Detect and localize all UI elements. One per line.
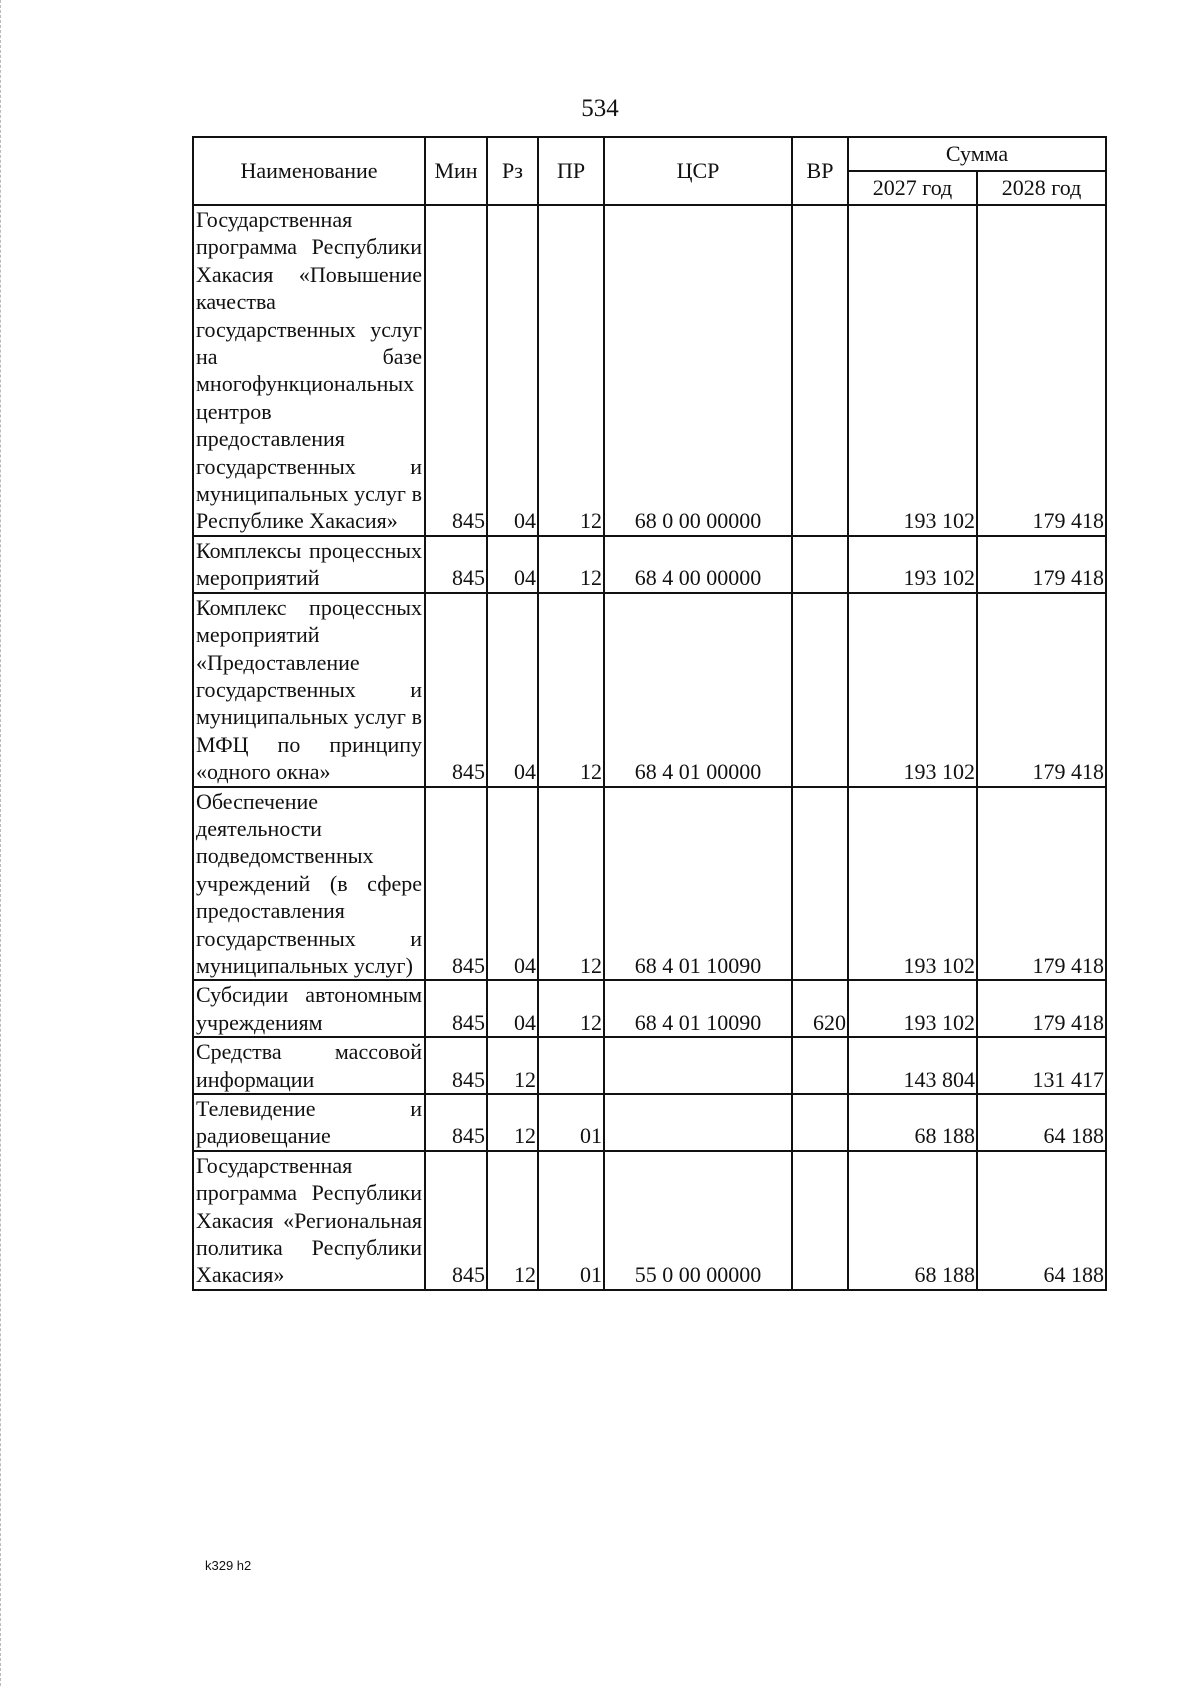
cell-y2027: 68 188 [848,1094,977,1151]
cell-rz: 12 [487,1094,538,1151]
cell-name: Обеспечение деятельности подведомственных учреждений (в сфере предоставления государственных и муниципальных услуг) [193,787,425,981]
cell-y2027: 68 188 [848,1151,977,1290]
cell-name: Комплекс процессных мероприятий «Предоставление государственных и муниципальных услуг в МФЦ по принципу «одного окна» [193,593,425,787]
table-row [193,980,1106,1037]
cell-min: 845 [425,787,487,981]
cell-rz: 04 [487,205,538,536]
cell-csr: 68 0 00 00000 [604,205,792,536]
cell-y2027: 193 102 [848,536,977,593]
cell-vr: 620 [792,980,848,1037]
table-body [193,205,1106,1290]
cell-min: 845 [425,205,487,536]
header-pr: ПР [538,137,604,205]
cell-pr [538,1037,604,1094]
cell-y2028: 179 418 [977,205,1106,536]
cell-vr [792,593,848,787]
cell-y2028: 179 418 [977,593,1106,787]
cell-vr [792,1151,848,1290]
cell-pr: 12 [538,536,604,593]
cell-y2028: 179 418 [977,787,1106,981]
cell-min: 845 [425,593,487,787]
cell-rz: 04 [487,593,538,787]
cell-rz: 12 [487,1151,538,1290]
table-row [193,1037,1106,1094]
cell-name: Государственная программа Республики Хакасия «Повышение качества государственных услуг на базе многофункциональных центров предоставления государственных и муниципальных услуг в Республике Хакасия» [193,205,425,536]
cell-csr [604,1037,792,1094]
header-vr: ВР [792,137,848,205]
cell-y2028: 64 188 [977,1094,1106,1151]
cell-y2027: 193 102 [848,205,977,536]
table-row [193,205,1106,536]
cell-pr: 01 [538,1151,604,1290]
header-csr: ЦСР [604,137,792,205]
footer-code: k329 h2 [205,1558,252,1573]
cell-y2027: 193 102 [848,980,977,1037]
table-row [193,1151,1106,1290]
cell-min: 845 [425,980,487,1037]
cell-pr: 12 [538,980,604,1037]
cell-vr [792,1037,848,1094]
cell-vr [792,536,848,593]
cell-pr: 12 [538,593,604,787]
cell-vr [792,787,848,981]
cell-rz: 04 [487,980,538,1037]
header-sum: Сумма [848,137,1106,171]
cell-name: Комплексы процессных мероприятий [193,536,425,593]
cell-min: 845 [425,1094,487,1151]
header-2027: 2027 год [848,171,977,205]
cell-min: 845 [425,1151,487,1290]
cell-pr: 01 [538,1094,604,1151]
cell-vr [792,205,848,536]
cell-y2028: 179 418 [977,536,1106,593]
cell-csr: 68 4 01 10090 [604,787,792,981]
cell-y2028: 64 188 [977,1151,1106,1290]
scan-edge [0,0,4,1686]
cell-y2027: 193 102 [848,787,977,981]
cell-csr: 68 4 00 00000 [604,536,792,593]
header-2028: 2028 год [977,171,1106,205]
cell-rz: 04 [487,787,538,981]
cell-min: 845 [425,1037,487,1094]
cell-rz: 04 [487,536,538,593]
budget-table [192,136,1107,1291]
table-row [193,593,1106,787]
cell-y2028: 131 417 [977,1037,1106,1094]
cell-rz: 12 [487,1037,538,1094]
header-rz: Рз [487,137,538,205]
table-row [193,536,1106,593]
cell-pr: 12 [538,787,604,981]
cell-pr: 12 [538,205,604,536]
cell-y2027: 143 804 [848,1037,977,1094]
header-min: Мин [425,137,487,205]
cell-csr: 68 4 01 00000 [604,593,792,787]
cell-vr [792,1094,848,1151]
cell-y2027: 193 102 [848,593,977,787]
cell-csr: 68 4 01 10090 [604,980,792,1037]
cell-y2028: 179 418 [977,980,1106,1037]
cell-name: Средства массовой информации [193,1037,425,1094]
page-number: 534 [581,95,619,122]
cell-name: Телевидение и радиовещание [193,1094,425,1151]
cell-min: 845 [425,536,487,593]
cell-csr: 55 0 00 00000 [604,1151,792,1290]
cell-csr [604,1094,792,1151]
header-name: Наименование [193,137,425,205]
table-row [193,787,1106,981]
cell-name: Государственная программа Республики Хакасия «Региональная политика Республики Хакасия» [193,1151,425,1290]
cell-name: Субсидии автономным учреждениям [193,980,425,1037]
table-row [193,1094,1106,1151]
